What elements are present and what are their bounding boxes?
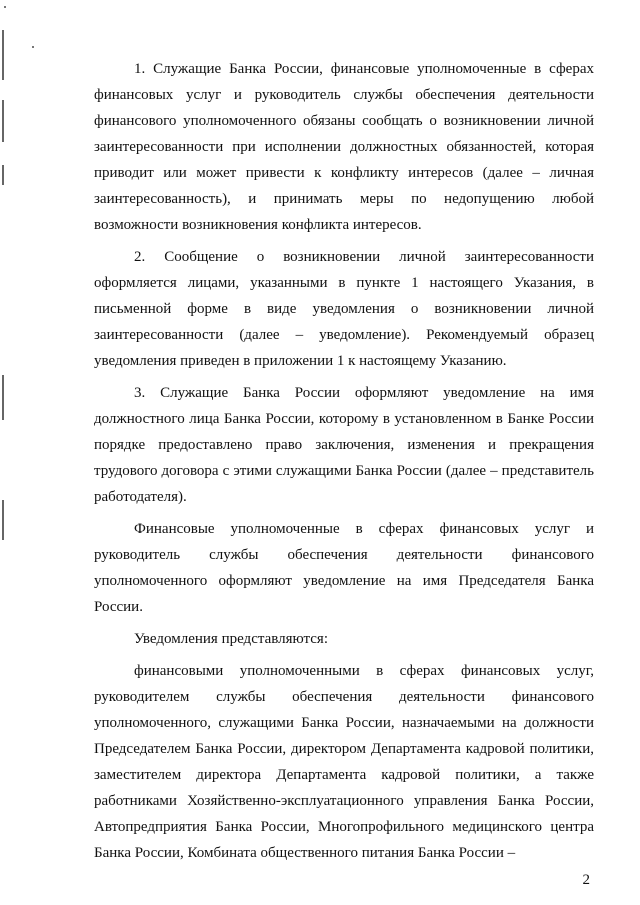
document-body: [94, 56, 594, 872]
paragraph-3: 3. Служащие Банка России оформляют уведомление на имя должностного лица Банка России, которому в установленном в Банке России порядке предоставлено право заключения, изменения и прекращения трудового договора с этими служащими Банка России (далее – представитель работодателя).: [94, 385, 594, 505]
scan-edge-mark: [2, 30, 4, 80]
scan-edge-mark: [2, 500, 4, 540]
scan-edge-mark: [2, 375, 4, 420]
scan-edge-mark: [2, 165, 4, 185]
paragraph-5: Уведомления представляются:: [134, 631, 328, 647]
scan-edge-mark: [2, 100, 4, 142]
paragraph-4: Финансовые уполномоченные в сферах финансовых услуг и руководитель службы обеспечения деятельности финансового уполномоченного оформляют уведомление на имя Председателя Банка России.: [94, 521, 594, 615]
paragraph-6: финансовыми уполномоченными в сферах финансовых услуг, руководителем службы обеспечения деятельности финансового уполномоченного, служащими Банка России, назначаемыми на должности Председателем Банка России, директором Департамента кадровой политики, заместителем директора Департамента кадровой политики, а также работниками Хозяйственно-эксплуатационного управления Банка России, Автопредприятия Банка России, Многопрофильного медицинского центра Банка России, Комбината общественного питания Банка России –: [94, 663, 594, 861]
scan-speck: [32, 46, 34, 48]
paragraph-1: 1. Служащие Банка России, финансовые уполномоченные в сферах финансовых услуг и руководитель службы обеспечения деятельности финансового уполномоченного обязаны сообщать о возникновении личной заинтересованности при исполнении должностных обязанностей, которая приводит или может привести к конфликту интересов (далее – личная заинтересованность), и принимать меры по недопущению любой возможности возникновения конфликта интересов.: [94, 61, 594, 233]
page-number: 2: [582, 872, 590, 888]
paragraph-2: 2. Сообщение о возникновении личной заинтересованности оформляется лицами, указанными в пункте 1 настоящего Указания, в письменной форме в виде уведомления о возникновении личной заинтересованности (далее – уведомление). Рекомендуемый образец уведомления приведен в приложении 1 к настоящему Указанию.: [94, 249, 594, 369]
scan-speck: [4, 6, 6, 8]
